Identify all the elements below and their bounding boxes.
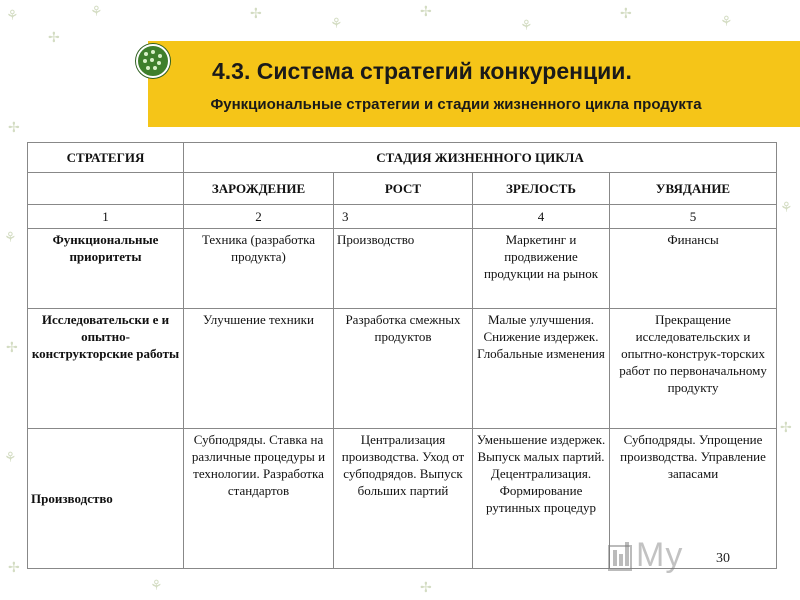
table-row [28, 229, 777, 309]
table-cell: Техника (разработка продукта) [184, 229, 334, 309]
table-cell: Улучшение техники [184, 309, 334, 429]
deco-glyph-icon: ✢ [8, 560, 20, 576]
bullet-icon [136, 44, 170, 78]
stage-header: ЗАРОЖДЕНИЕ [184, 173, 334, 205]
deco-glyph-icon: ⚘ [150, 578, 163, 594]
page-number: 30 [716, 551, 730, 566]
table-cell: Прекращение исследовательских и опытно-конструк-торских работ по первоначальному продукту [610, 309, 777, 429]
watermark-icon [608, 540, 632, 572]
table-cell: Централизация производства. Уход от субподрядов. Выпуск больших партий [334, 429, 473, 569]
deco-glyph-icon: ✢ [420, 4, 432, 20]
table-cell: Маркетинг и продвижение продукции на рынок [473, 229, 610, 309]
strategy-table [27, 142, 777, 569]
deco-glyph-icon: ⚘ [4, 230, 17, 246]
table-number-row [28, 205, 777, 229]
table-stage-row [28, 173, 777, 205]
header-empty [28, 173, 184, 205]
column-number: 4 [473, 205, 610, 229]
deco-glyph-icon: ⚘ [330, 16, 343, 32]
deco-glyph-icon: ⚘ [90, 4, 103, 20]
deco-glyph-icon: ⚘ [6, 8, 19, 24]
deco-glyph-icon: ⚘ [520, 18, 533, 34]
table-cell: Малые улучшения. Снижение издержек. Глобальные изменения [473, 309, 610, 429]
deco-glyph-icon: ✢ [420, 580, 432, 596]
header-lifecycle: СТАДИЯ ЖИЗНЕННОГО ЦИКЛА [184, 143, 777, 173]
page-title: 4.3. Система стратегий конкуренции. [212, 58, 632, 84]
row-label: Функциональные приоритеты [28, 229, 184, 309]
deco-glyph-icon: ⚘ [780, 200, 793, 216]
column-number: 1 [28, 205, 184, 229]
column-number: 2 [184, 205, 334, 229]
deco-glyph-icon: ✢ [8, 120, 20, 136]
table-cell: Производство [334, 229, 473, 309]
deco-glyph-icon: ✢ [6, 340, 18, 356]
deco-glyph-icon: ⚘ [720, 14, 733, 30]
header-strategy: СТРАТЕГИЯ [28, 143, 184, 173]
deco-glyph-icon: ⚘ [4, 450, 17, 466]
table-cell: Финансы [610, 229, 777, 309]
table-cell: Субподряды. Упрощение производства. Управление запасами [610, 429, 777, 569]
deco-glyph-icon: ✢ [250, 6, 262, 22]
table-row [28, 309, 777, 429]
table-cell: Субподряды. Ставка на различные процедуры и технологии. Разработка стандартов [184, 429, 334, 569]
row-label: Производство [28, 429, 184, 569]
stage-header: УВЯДАНИЕ [610, 173, 777, 205]
watermark-text: My [636, 536, 684, 574]
page-subtitle: Функциональные стратегии и стадии жизненного цикла продукта [210, 96, 702, 113]
row-label: Исследовательски е и опытно-конструкторские работы [28, 309, 184, 429]
column-number: 3 [334, 205, 473, 229]
deco-glyph-icon: ✢ [48, 30, 60, 46]
stage-header: ЗРЕЛОСТЬ [473, 173, 610, 205]
table-cell: Уменьшение издержек. Выпуск малых партий. Децентрализация. Формирование рутинных процедур [473, 429, 610, 569]
table-header-row [28, 143, 777, 173]
stage-header: РОСТ [334, 173, 473, 205]
deco-glyph-icon: ✢ [780, 420, 792, 436]
table-cell: Разработка смежных продуктов [334, 309, 473, 429]
deco-glyph-icon: ✢ [620, 6, 632, 22]
column-number: 5 [610, 205, 777, 229]
